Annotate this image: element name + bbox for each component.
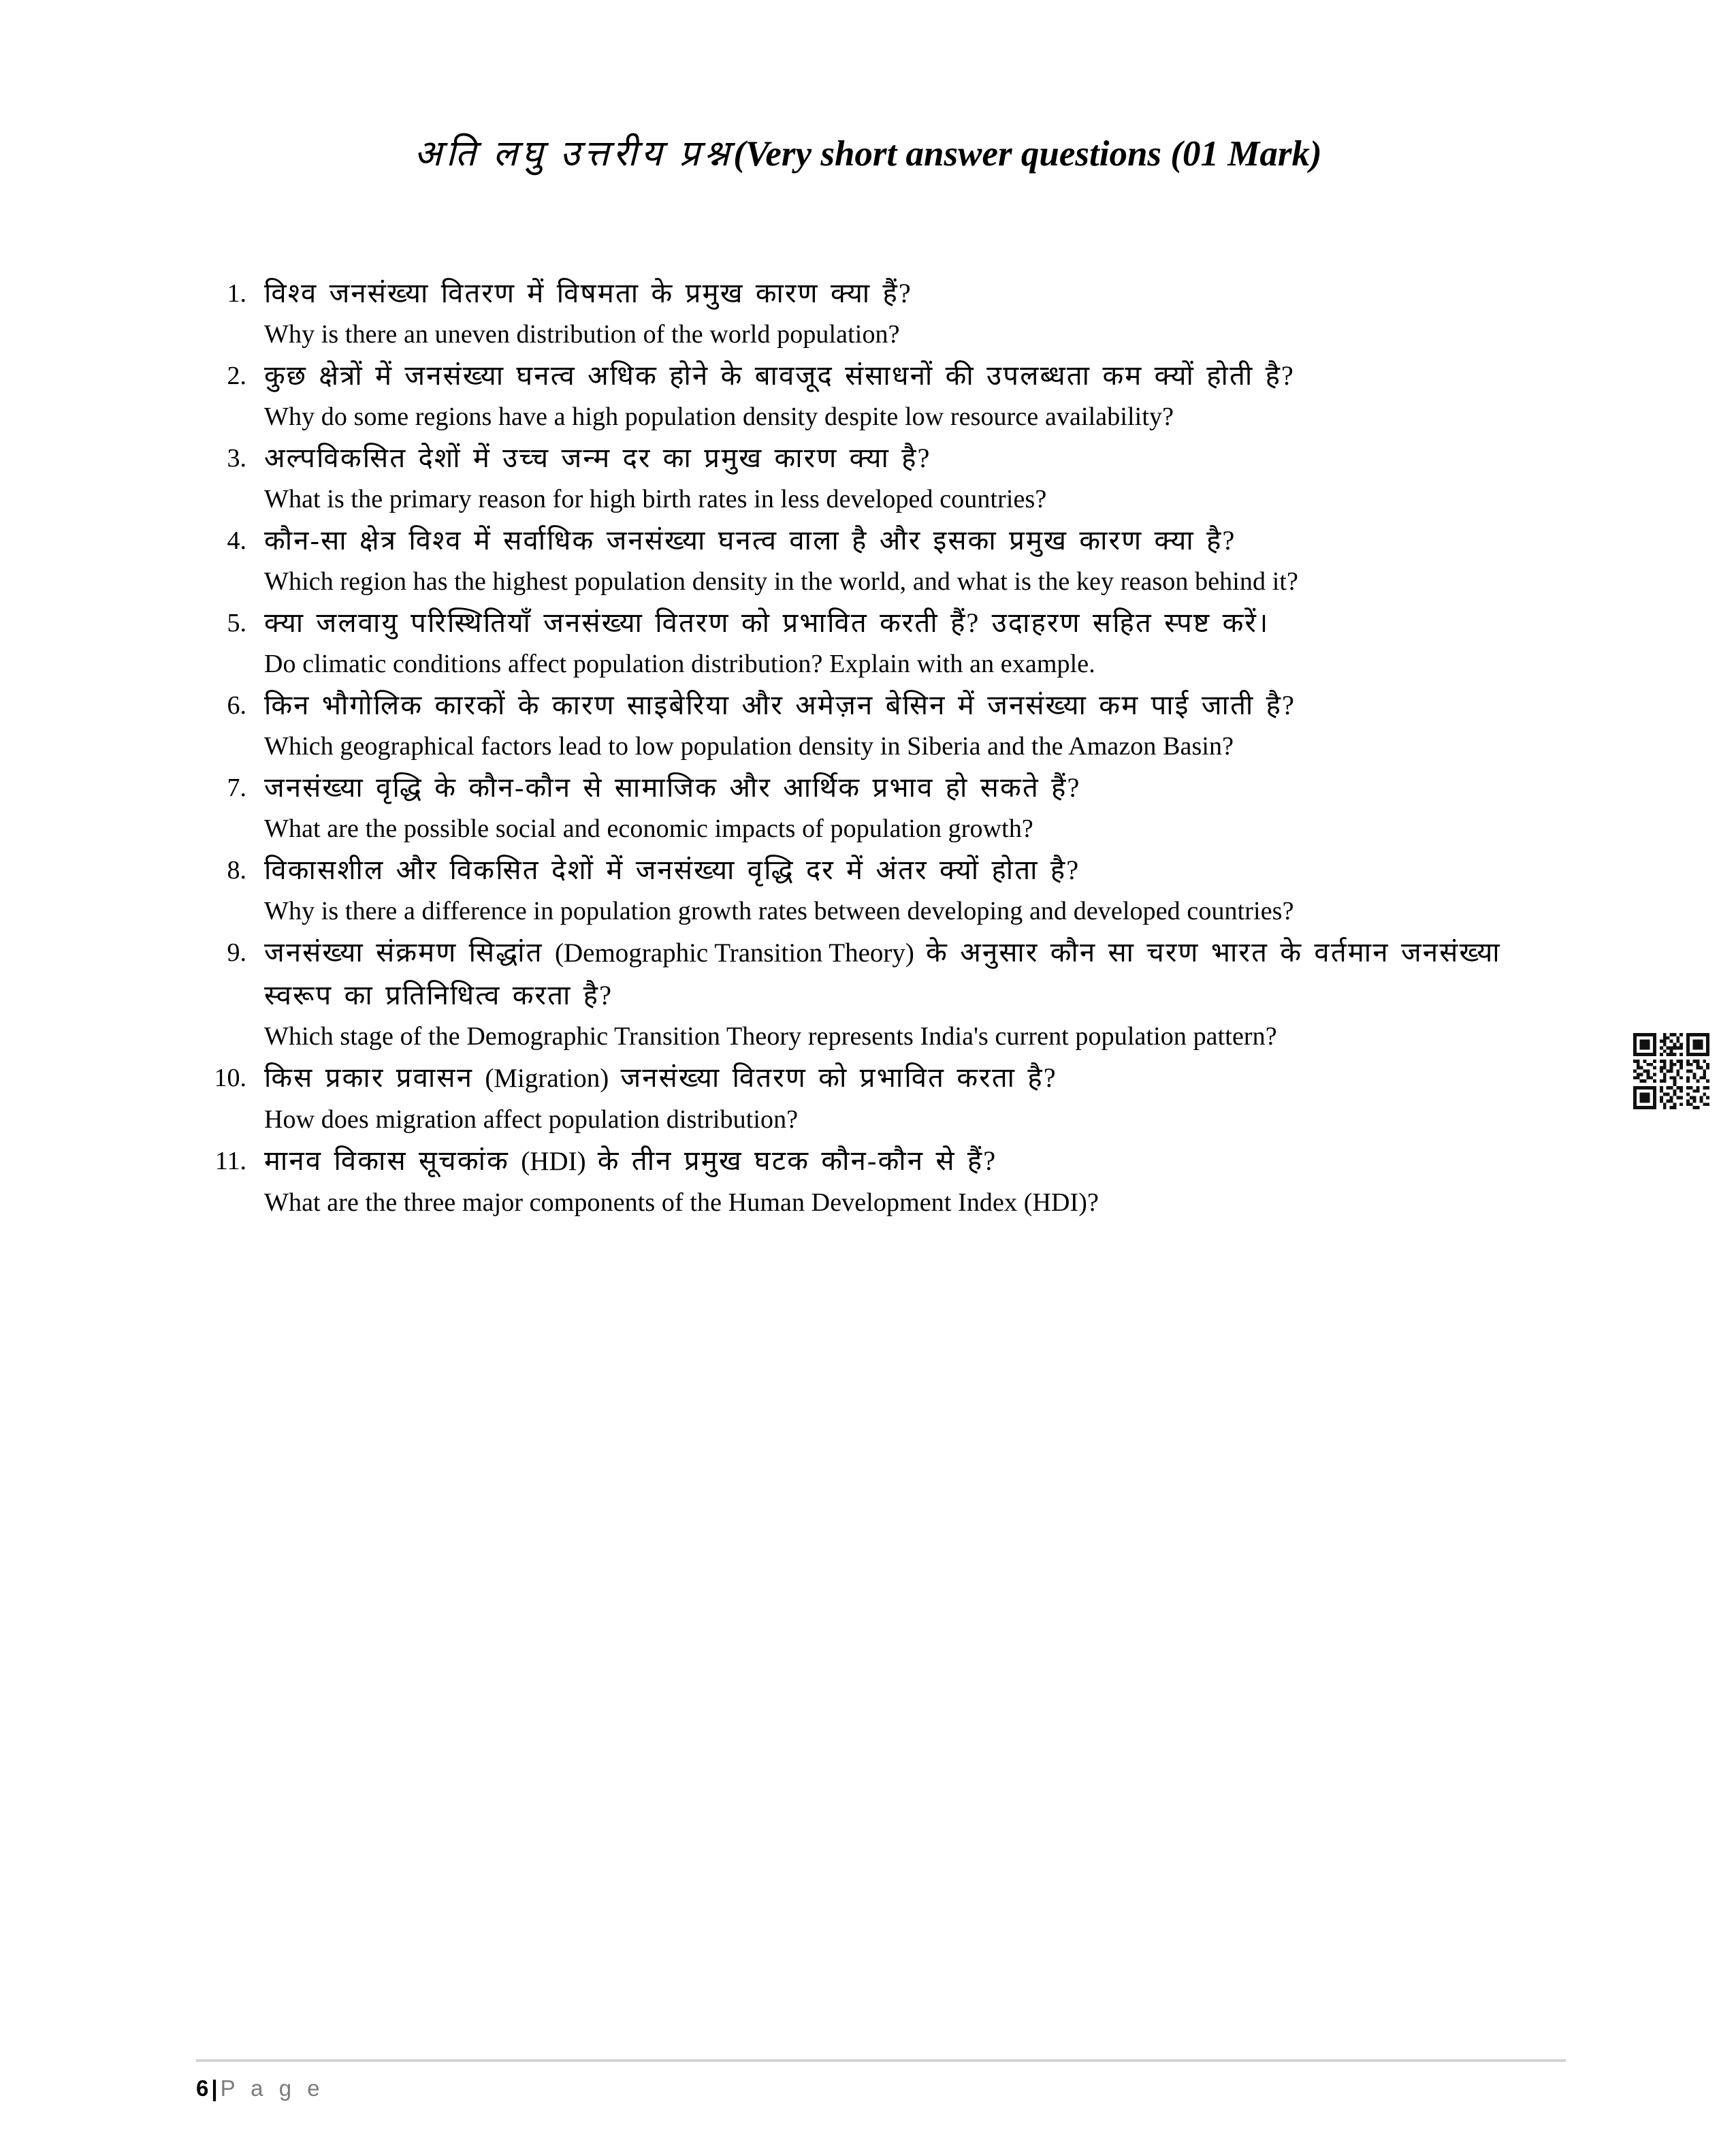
footer-divider xyxy=(196,2059,1566,2062)
question-item-9 xyxy=(196,932,1578,1057)
question-body xyxy=(264,272,1578,355)
question-body xyxy=(264,520,1578,602)
question-number: 4. xyxy=(227,526,246,555)
footer-page-number: 6 xyxy=(196,2076,209,2101)
page-title-hindi: अति लघु उत्तरीय प्रश्न xyxy=(414,134,734,174)
question-text-hindi xyxy=(264,1057,1578,1100)
hindi-suffix: के अनुसार कौन सा चरण भारत के वर्तमान जनसंख्या स्वरूप का प्रतिनिधित्व करता है? xyxy=(264,937,1501,1011)
question-item-11 xyxy=(196,1140,1578,1223)
question-number: 11. xyxy=(214,1147,246,1175)
question-body xyxy=(264,602,1578,684)
question-text-hindi: विकासशील और विकसित देशों में जनसंख्या वृद्धि दर में अंतर क्यों होता है? xyxy=(264,855,1080,885)
question-text-hindi: विश्व जनसंख्या वितरण में विषमता के प्रमुख कारण क्या हैं? xyxy=(264,278,912,308)
question-number: 7. xyxy=(227,774,246,802)
question-text-hindi: जनसंख्या वृद्धि के कौन-कौन से सामाजिक और आर्थिक प्रभाव हो सकते हैं? xyxy=(264,772,1081,803)
page-footer xyxy=(196,2059,1566,2102)
footer-page-label xyxy=(196,2075,1566,2102)
question-text-english: Why is there a difference in population growth rates between developing and developed countries? xyxy=(264,897,1294,925)
question-body xyxy=(264,1057,1578,1140)
question-number: 5. xyxy=(227,609,246,637)
question-item-3 xyxy=(196,437,1578,520)
question-text-english: What are the three major components of the Human Development Index (HDI)? xyxy=(264,1188,1099,1217)
hindi-suffix: के तीन प्रमुख घटक कौन-कौन से हैं? xyxy=(585,1145,997,1176)
question-item-7 xyxy=(196,767,1578,849)
question-text-hindi xyxy=(264,1140,1578,1183)
question-item-1 xyxy=(196,272,1578,355)
question-item-10 xyxy=(196,1057,1578,1140)
inline-english-term: (Demographic Transition Theory) xyxy=(555,938,914,968)
question-text-english: Why is there an uneven distribution of the world population? xyxy=(264,320,900,349)
footer-separator: | xyxy=(211,2076,218,2101)
question-text-hindi xyxy=(264,932,1578,1017)
question-text-english: What is the primary reason for high birth rates in less developed countries? xyxy=(264,485,1047,513)
question-number: 3. xyxy=(227,444,246,473)
question-text-hindi: अल्पविकसित देशों में उच्च जन्म दर का प्रमुख कारण क्या है? xyxy=(264,443,931,473)
question-number: 2. xyxy=(227,362,246,390)
hindi-suffix: जनसंख्या वितरण को प्रभावित करता है? xyxy=(609,1062,1057,1093)
question-item-8 xyxy=(196,849,1578,932)
question-number: 10. xyxy=(214,1064,246,1092)
qr-code-icon[interactable] xyxy=(1630,1030,1713,1113)
question-list xyxy=(196,272,1578,1223)
question-item-5 xyxy=(196,602,1578,684)
hindi-prefix: मानव विकास सूचकांक xyxy=(264,1145,521,1176)
page-title xyxy=(0,127,1736,176)
question-item-6 xyxy=(196,684,1578,767)
page-title-english: (Very short answer questions (01 Mark) xyxy=(733,134,1322,174)
question-text-english: Do climatic conditions affect population distribution? Explain with an example. xyxy=(264,650,1095,678)
footer-page-word: P a g e xyxy=(220,2076,325,2101)
question-body xyxy=(264,932,1578,1057)
question-body xyxy=(264,849,1578,932)
question-text-english: How does migration affect population distribution? xyxy=(264,1105,799,1134)
question-number: 1. xyxy=(227,279,246,308)
question-body xyxy=(264,1140,1578,1223)
question-body xyxy=(264,437,1578,520)
question-number: 9. xyxy=(227,938,246,967)
question-text-english: Which stage of the Demographic Transition Theory represents India's current population pattern? xyxy=(264,1022,1277,1051)
hindi-prefix: किस प्रकार प्रवासन xyxy=(264,1062,485,1093)
question-text-english: Which geographical factors lead to low population density in Siberia and the Amazon Basin? xyxy=(264,732,1234,761)
question-text-hindi: कुछ क्षेत्रों में जनसंख्या घनत्व अधिक होने के बावजूद संसाधनों की उपलब्धता कम क्यों होती है? xyxy=(264,360,1295,391)
question-body xyxy=(264,684,1578,767)
question-text-english: What are the possible social and economic impacts of population growth? xyxy=(264,814,1033,843)
question-body xyxy=(264,355,1578,437)
question-text-english: Why do some regions have a high population density despite low resource availability? xyxy=(264,402,1174,431)
question-text-hindi: क्या जलवायु परिस्थितियाँ जनसंख्या वितरण को प्रभावित करती हैं? उदाहरण सहित स्पष्ट करें। xyxy=(264,607,1270,638)
inline-english-term: (Migration) xyxy=(485,1064,609,1093)
inline-english-term: (HDI) xyxy=(521,1147,586,1176)
question-number: 6. xyxy=(227,691,246,720)
hindi-prefix: जनसंख्या संक्रमण सिद्धांत xyxy=(264,937,555,968)
question-number: 8. xyxy=(227,856,246,885)
question-item-2 xyxy=(196,355,1578,437)
question-body xyxy=(264,767,1578,849)
question-text-english: Which region has the highest population density in the world, and what is the key reason behind it? xyxy=(264,567,1299,596)
question-text-hindi: कौन-सा क्षेत्र विश्व में सर्वाधिक जनसंख्या घनत्व वाला है और इसका प्रमुख कारण क्या है? xyxy=(264,525,1236,556)
question-item-4 xyxy=(196,520,1578,602)
question-text-hindi: किन भौगोलिक कारकों के कारण साइबेरिया और अमेज़न बेसिन में जनसंख्या कम पाई जाती है? xyxy=(264,690,1296,720)
